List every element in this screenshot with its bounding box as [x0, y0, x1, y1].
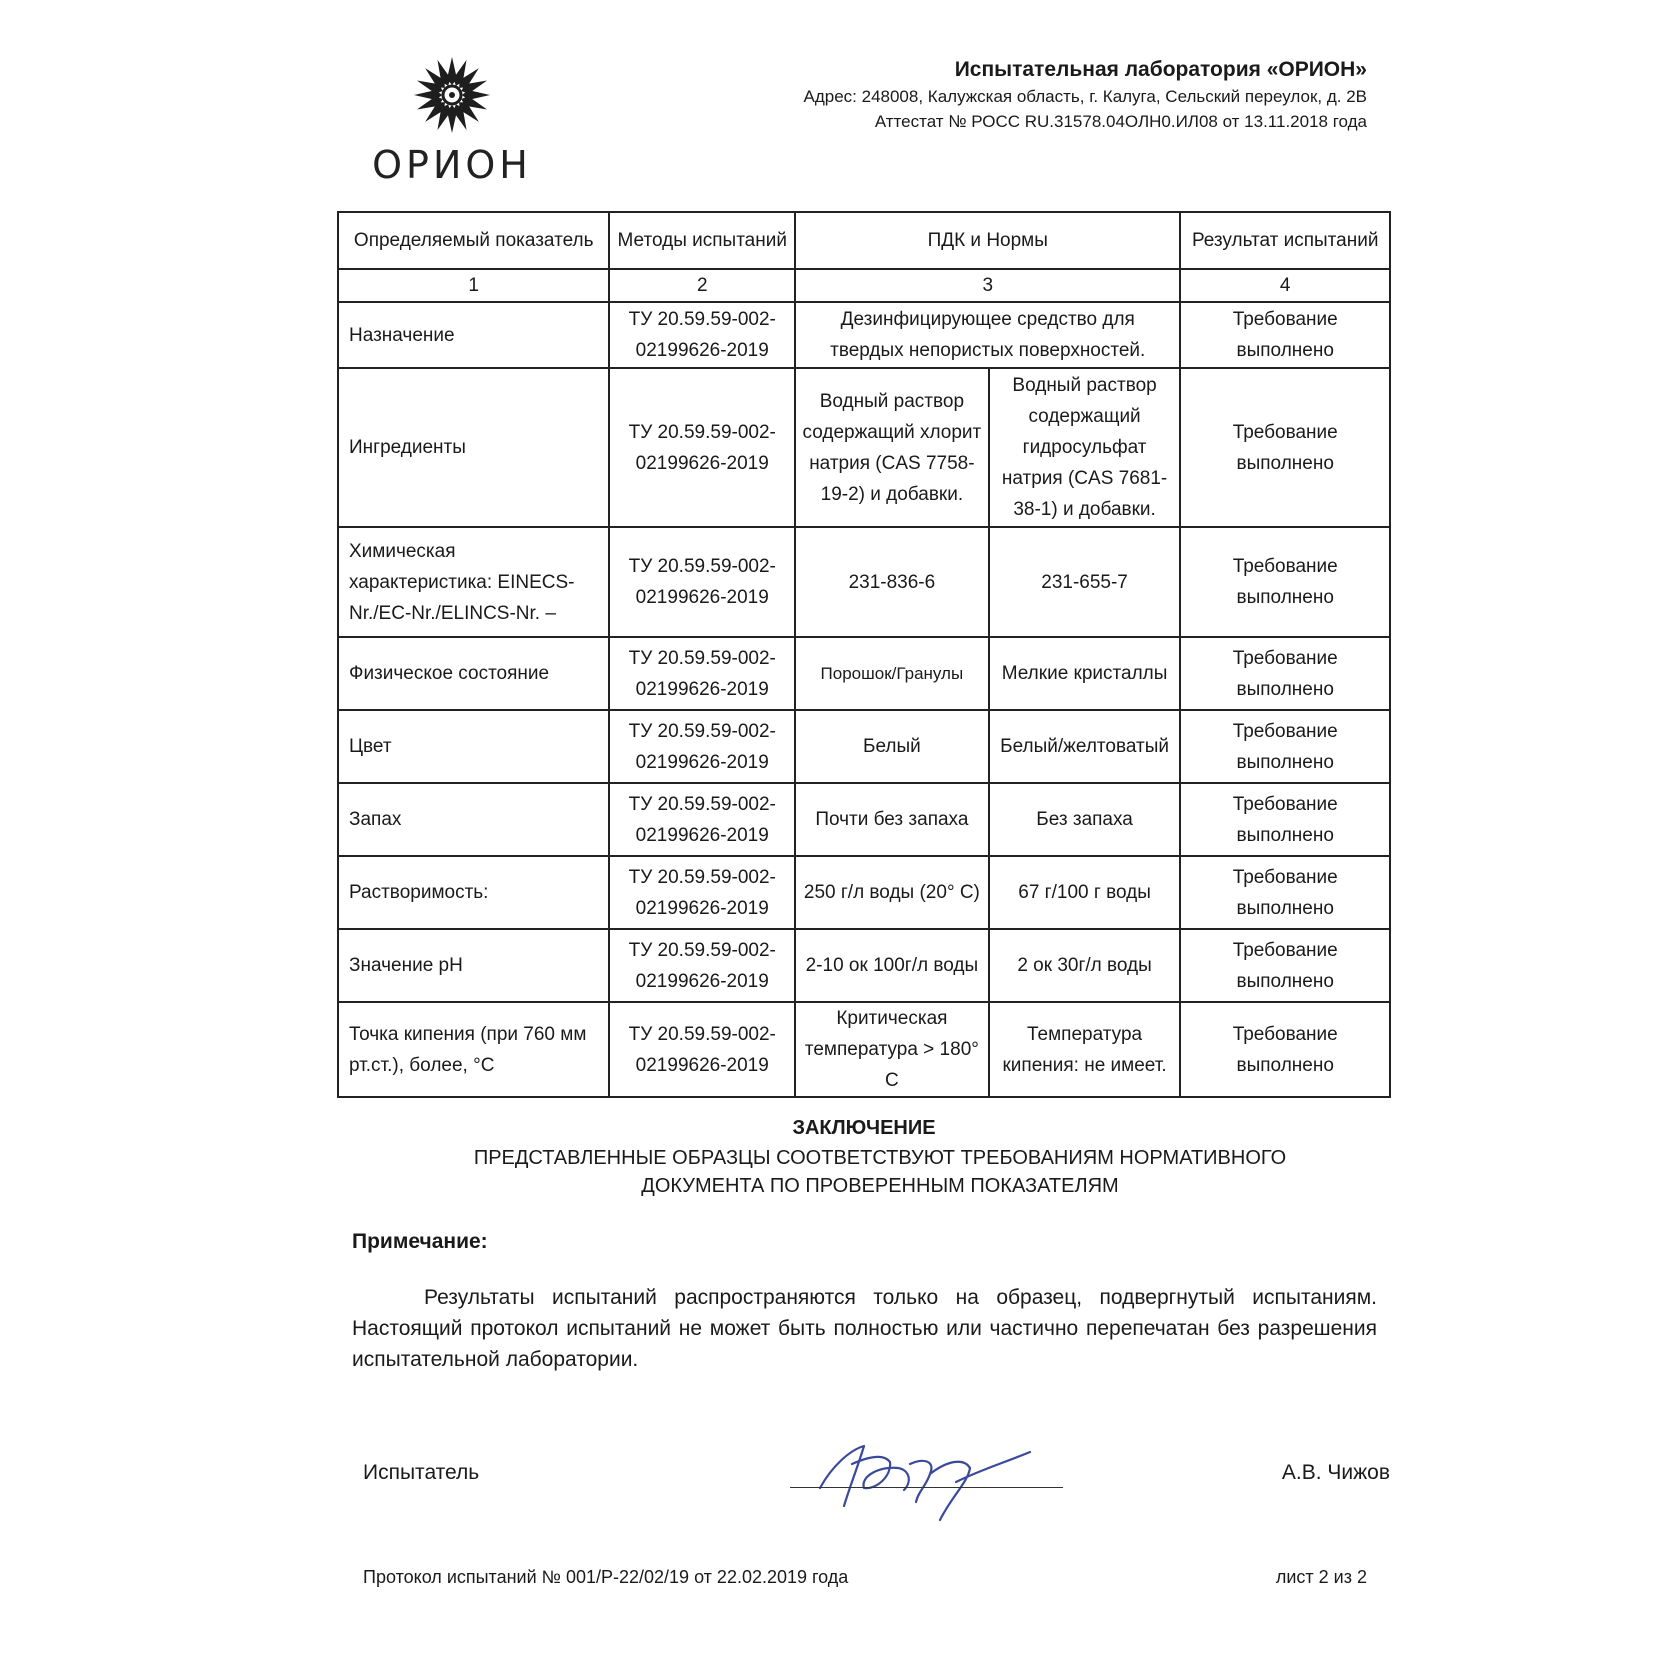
method-cell: ТУ 20.59.59-002-02199626-2019: [609, 929, 795, 1002]
protocol-footer: Протокол испытаний № 001/Р-22/02/19 от 22.02.2019 года: [363, 1567, 849, 1587]
lab-address: Адрес: 248008, Калужская область, г. Калуга, Сельский переулок, д. 2В: [803, 87, 1367, 106]
param-cell: Физическое состояние: [338, 637, 609, 710]
conclusion-title: ЗАКЛЮЧЕНИЕ: [792, 1117, 936, 1139]
orion-logo: [372, 55, 532, 187]
norm-a-cell: Водный раствор содержащий хлорит натрия (CAS 7758-19-2) и добавки.: [795, 368, 989, 527]
table-row: [338, 527, 1390, 637]
norm-a-cell: Белый: [795, 710, 989, 783]
column-number: 3: [795, 269, 1180, 302]
table-row: [338, 929, 1390, 1002]
header-cell: Методы испытаний: [609, 212, 795, 269]
norm-b-cell: 2 ок 30г/л воды: [989, 929, 1181, 1002]
table-row: [338, 1002, 1390, 1097]
table-row: [338, 710, 1390, 783]
note-title: Примечание:: [352, 1230, 488, 1253]
result-cell: Требование выполнено: [1180, 1002, 1390, 1097]
method-cell: ТУ 20.59.59-002-02199626-2019: [609, 368, 795, 527]
result-cell: Требование выполнено: [1180, 929, 1390, 1002]
header-cell: Результат испытаний: [1180, 212, 1390, 269]
norm-a-cell: 250 г/л воды (20° С): [795, 856, 989, 929]
logo-text: ОРИОН: [372, 143, 532, 187]
column-number: 2: [609, 269, 795, 302]
sunflower-icon: [412, 55, 492, 135]
norm-b-cell: 67 г/100 г воды: [989, 856, 1181, 929]
result-cell: Требование выполнено: [1180, 368, 1390, 527]
result-cell: Требование выполнено: [1180, 527, 1390, 637]
norm-b-cell: Без запаха: [989, 783, 1181, 856]
param-cell: Растворимость:: [338, 856, 609, 929]
norm-b-cell: Мелкие кристаллы: [989, 637, 1181, 710]
page-number: лист 2 из 2: [1275, 1567, 1367, 1587]
lab-name: Испытательная лаборатория «ОРИОН»: [954, 58, 1367, 81]
lab-header: [804, 56, 1368, 134]
method-cell: ТУ 20.59.59-002-02199626-2019: [609, 783, 795, 856]
param-cell: Ингредиенты: [338, 368, 609, 527]
method-cell: ТУ 20.59.59-002-02199626-2019: [609, 1002, 795, 1097]
method-cell: ТУ 20.59.59-002-02199626-2019: [609, 637, 795, 710]
param-cell: Назначение: [338, 302, 609, 368]
table-number-row: [338, 269, 1390, 302]
header-cell: ПДК и Нормы: [795, 212, 1180, 269]
method-cell: ТУ 20.59.59-002-02199626-2019: [609, 710, 795, 783]
norm-b-cell: Водный раствор содержащий гидросульфат натрия (CAS 7681-38-1) и добавки.: [989, 368, 1181, 527]
norm-b-cell: Белый/желтоватый: [989, 710, 1181, 783]
method-cell: ТУ 20.59.59-002-02199626-2019: [609, 856, 795, 929]
norm-a-cell: 231-836-6: [795, 527, 989, 637]
table-row: [338, 302, 1390, 368]
param-cell: Химическая характеристика: EINECS-Nr./EC-Nr./ELINCS-Nr. –: [338, 527, 609, 637]
param-cell: Точка кипения (при 760 мм рт.ст.), более, °С: [338, 1002, 609, 1097]
lab-attestat: Аттестат № РОСС RU.31578.04ОЛН0.ИЛ08 от 13.11.2018 года: [874, 112, 1367, 131]
table-row: [338, 856, 1390, 929]
param-cell: Цвет: [338, 710, 609, 783]
header-cell: Определяемый показатель: [338, 212, 609, 269]
method-cell: ТУ 20.59.59-002-02199626-2019: [609, 302, 795, 368]
table-row: [338, 637, 1390, 710]
signature-scribble: [780, 1430, 1060, 1522]
table-row: [338, 783, 1390, 856]
param-cell: Значение pH: [338, 929, 609, 1002]
signature-line: [790, 1487, 1063, 1488]
table-row: [338, 368, 1390, 527]
note-text: Результаты испытаний распространяются только на образец, подвергнутый испытаниям. Настоящий протокол испытаний не может быть полностью или частично перепечатан без разрешения испытательной лаборатории.: [352, 1286, 1377, 1371]
norm-a-cell: Критическая температура > 180° С: [795, 1002, 989, 1097]
column-number: 1: [338, 269, 609, 302]
norm-cell: Дезинфицирующее средство для твердых непористых поверхностей.: [795, 302, 1180, 368]
result-cell: Требование выполнено: [1180, 302, 1390, 368]
tester-label: Испытатель: [363, 1461, 480, 1484]
norm-a-cell: Порошок/Гранулы: [795, 637, 989, 710]
norm-b-cell: Температура кипения: не имеет.: [989, 1002, 1181, 1097]
conclusion-text: ПРЕДСТАВЛЕННЫЕ ОБРАЗЦЫ СООТВЕТСТВУЮТ ТРЕБОВАНИЯМ НОРМАТИВНОГО ДОКУМЕНТА ПО ПРОВЕРЕННЫМ ПОКАЗАТЕЛЯМ: [473, 1147, 1287, 1197]
param-cell: Запах: [338, 783, 609, 856]
norm-a-cell: Почти без запаха: [795, 783, 989, 856]
result-cell: Требование выполнено: [1180, 637, 1390, 710]
norm-b-cell: 231-655-7: [989, 527, 1181, 637]
method-cell: ТУ 20.59.59-002-02199626-2019: [609, 527, 795, 637]
results-table: [337, 211, 1391, 1098]
result-cell: Требование выполнено: [1180, 856, 1390, 929]
result-cell: Требование выполнено: [1180, 783, 1390, 856]
table-header-row: [338, 212, 1390, 269]
result-cell: Требование выполнено: [1180, 710, 1390, 783]
norm-a-cell: 2-10 ок 100г/л воды: [795, 929, 989, 1002]
column-number: 4: [1180, 269, 1390, 302]
tester-name: А.В. Чижов: [1281, 1461, 1390, 1484]
